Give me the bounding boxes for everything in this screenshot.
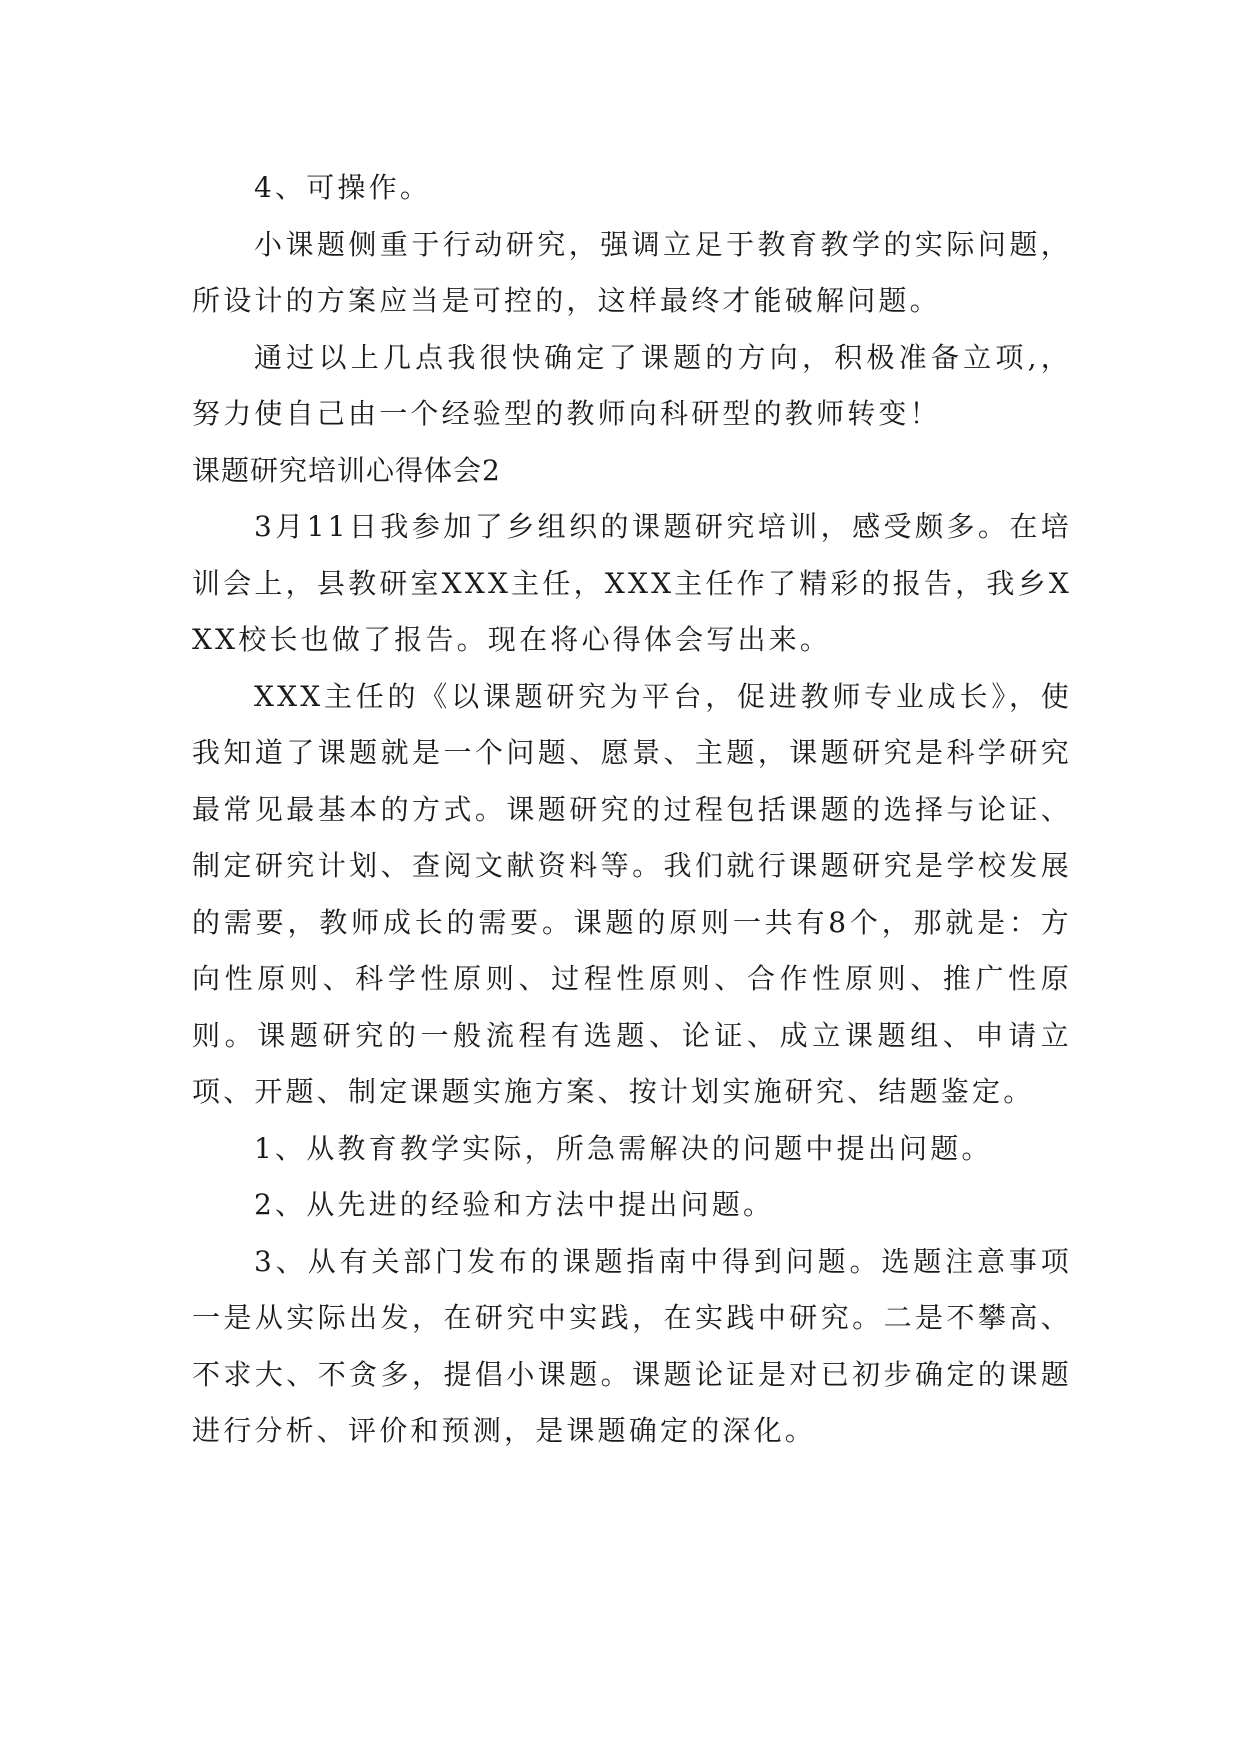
paragraph-conclusion: 通过以上几点我很快确定了课题的方向，积极准备立项,，努力使自己由一个经验型的教师向科研型的教师转变！ [192,340,1072,430]
paragraph-point-2: 2、从先进的经验和方法中提出问题。 [254,1188,775,1221]
paragraph-point-3: 3、从有关部门发布的课题指南中得到问题。选题注意事项一是从实际出发，在研究中实践，在实践中研究。二是不攀高、不求大、不贪多，提倡小课题。课题论证是对已初步确定的课题进行分析、评价和预测，是课题确定的深化。 [192,1244,1072,1447]
section-heading: 课题研究培训心得体会2 [192,453,501,487]
paragraph-item-4: 4、可操作。 [254,171,432,204]
paragraph-point-1: 1、从教育教学实际，所急需解决的问题中提出问题。 [254,1131,993,1165]
document-body [192,160,1072,1460]
paragraph-report-summary: XXX主任的《以课题研究为平台，促进教师专业成长》，使我知道了课题就是一个问题、愿景、主题，课题研究是科学研究最常见最基本的方式。课题研究的过程包括课题的选择与论证、制定研究计划、查阅文献资料等。我们就行课题研究是学校发展的需要，教师成长的需要。课题的原则一共有8个，那就是：方向性原则、科学性原则、过程性原则、合作性原则、推广性原则。课题研究的一般流程有选题、论证、成立课题组、申请立项、开题、制定课题实施方案、按计划实施研究、结题鉴定。 [192,679,1072,1108]
paragraph-small-topic: 小课题侧重于行动研究，强调立足于教育教学的实际问题，所设计的方案应当是可控的，这样最终才能破解问题。 [192,227,1072,317]
paragraph-training-intro: 3月11日我参加了乡组织的课题研究培训，感受颇多。在培训会上，县教研室XXX主任，XXX主任作了精彩的报告，我乡XXX校长也做了报告。现在将心得体会写出来。 [192,510,1072,656]
